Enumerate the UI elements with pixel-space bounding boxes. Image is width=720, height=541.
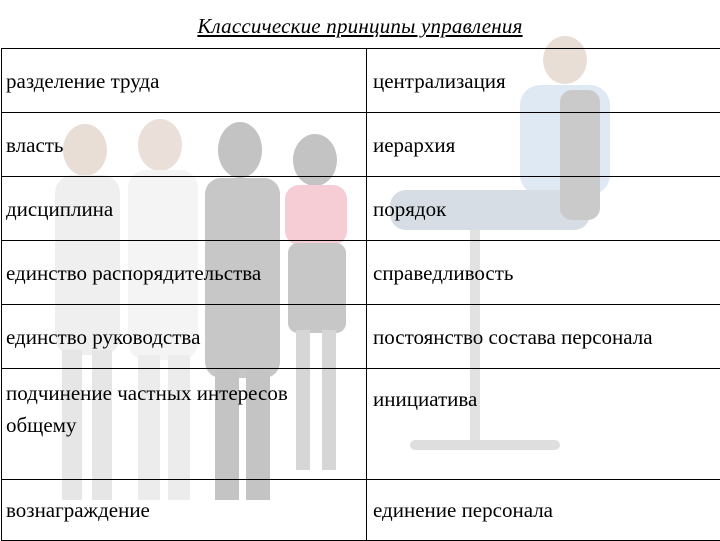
- table-cell-right: порядок: [367, 177, 720, 241]
- table-row: [2, 369, 720, 480]
- table-row: [2, 241, 720, 305]
- table-cell-left: дисциплина: [2, 177, 367, 241]
- table-row: [2, 177, 720, 241]
- principles-table: [1, 48, 720, 541]
- slide-title: Классические принципы управления: [0, 14, 720, 39]
- table-cell-right: справедливость: [367, 241, 720, 305]
- table-cell-left: единство руководства: [2, 305, 367, 369]
- table-cell-right: инициатива: [367, 369, 720, 480]
- table-row: [2, 113, 720, 177]
- table-cell-right: иерархия: [367, 113, 720, 177]
- table-row: [2, 480, 720, 541]
- table-cell-right: единение персонала: [367, 480, 720, 541]
- table-cell-right: постоянство состава персонала: [367, 305, 720, 369]
- table-cell-left: власть: [2, 113, 367, 177]
- table-cell-left: единство распорядительства: [2, 241, 367, 305]
- table-cell-left: вознаграждение: [2, 480, 367, 541]
- table-cell-right: централизация: [367, 49, 720, 113]
- table-cell-left: разделение труда: [2, 49, 367, 113]
- table-cell-left: подчинение частных интересов общему: [2, 369, 367, 480]
- table-row: [2, 305, 720, 369]
- table-row: [2, 49, 720, 113]
